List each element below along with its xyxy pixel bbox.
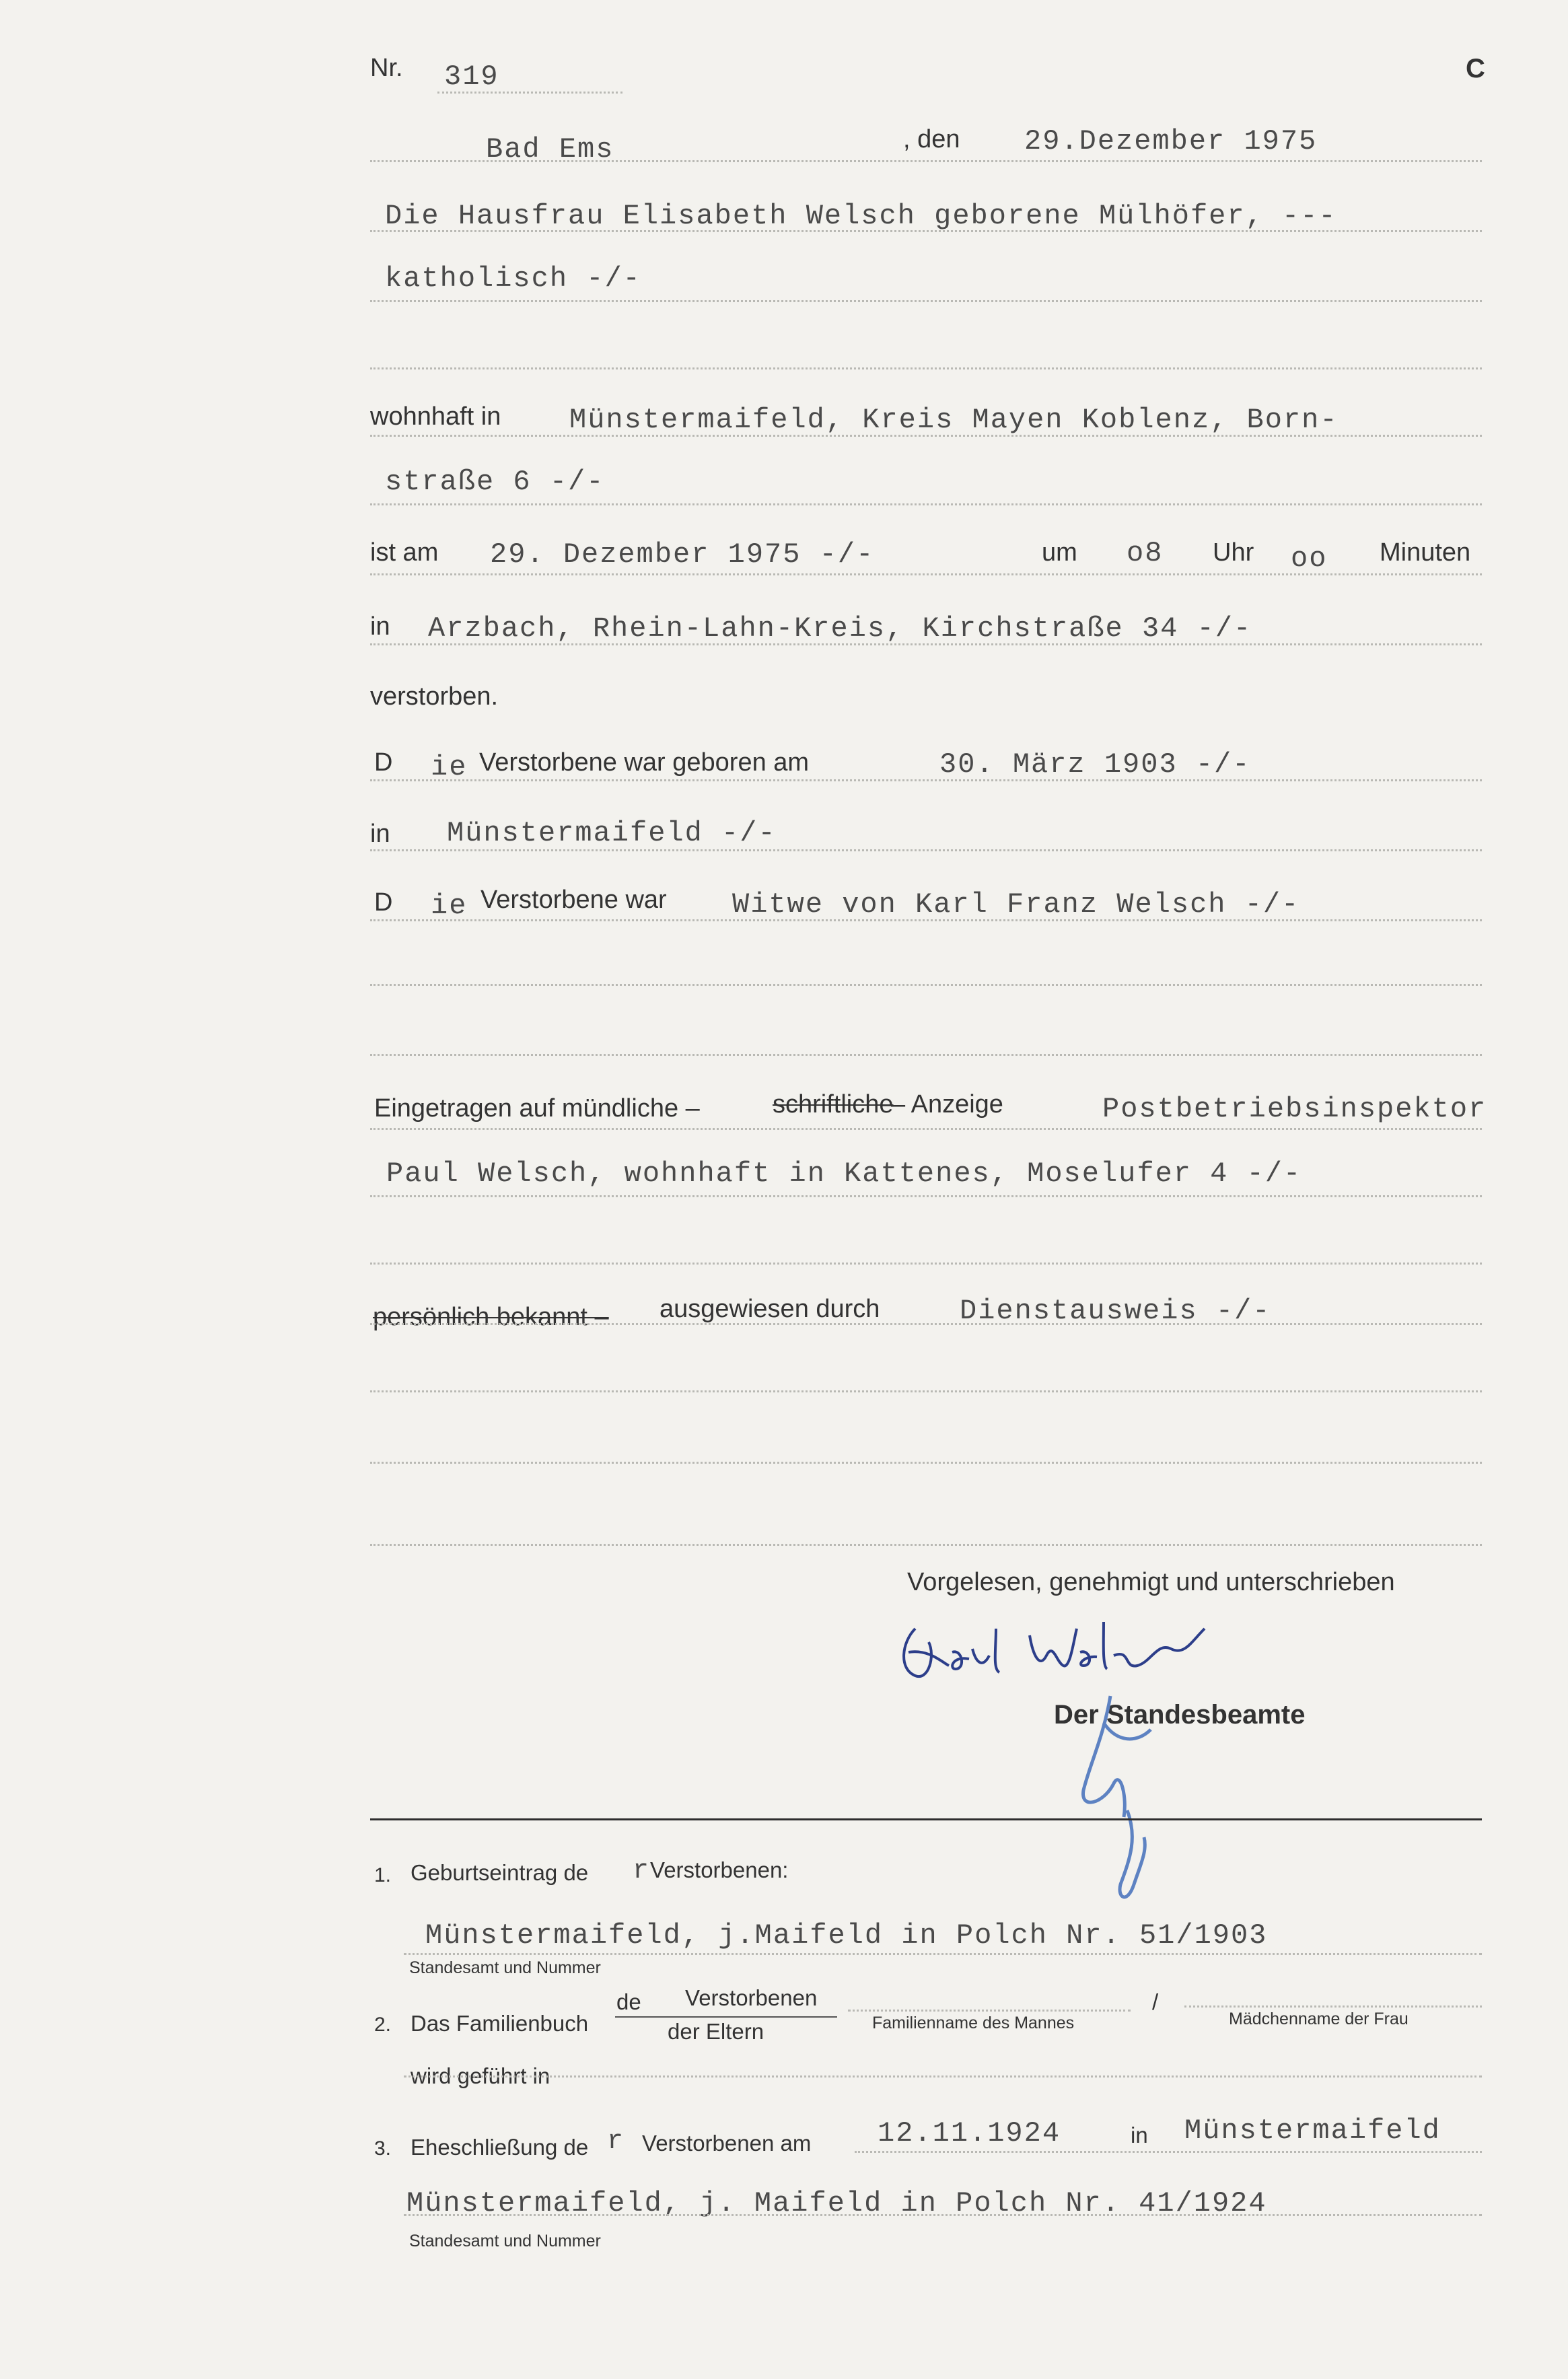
birth-ie-text: ie bbox=[431, 751, 468, 783]
nr-line bbox=[437, 92, 622, 94]
ausgewiesen-label: ausgewiesen durch bbox=[660, 1295, 880, 1323]
rule bbox=[370, 1544, 1482, 1546]
birth-entry-label-b: Verstorbenen: bbox=[650, 1857, 789, 1882]
verstorbenen-option: Verstorbenen bbox=[685, 1985, 818, 2010]
footnote-2-number: 2. bbox=[374, 2014, 392, 2036]
marriage-label-b: Verstorbenen am bbox=[642, 2131, 812, 2156]
rule bbox=[370, 643, 1482, 645]
familienbuch-label: Das Familienbuch bbox=[411, 2011, 589, 2036]
rule bbox=[370, 919, 1482, 921]
rule bbox=[370, 435, 1482, 437]
maedchenname-caption: Mädchenname der Frau bbox=[1229, 2010, 1409, 2028]
corner-letter: C bbox=[1466, 54, 1485, 83]
footnote-3-number: 3. bbox=[374, 2137, 392, 2160]
ist-am-label: ist am bbox=[370, 538, 439, 567]
informant-line-1: Postbetriebsinspektor bbox=[1102, 1093, 1487, 1125]
minuten-label: Minuten bbox=[1380, 538, 1471, 567]
marital-status: Witwe von Karl Franz Welsch -/- bbox=[732, 888, 1300, 921]
rule bbox=[370, 573, 1482, 575]
birth-entry-value: Münstermaifeld, j.Maifeld in Polch Nr. 51/1903 bbox=[425, 1919, 1268, 1952]
person-line-1: Die Hausfrau Elisabeth Welsch geborene Mülhöfer, --- bbox=[385, 200, 1337, 232]
rule bbox=[404, 1953, 1482, 1955]
wird-gefuehrt-label: wird geführt in bbox=[411, 2063, 550, 2088]
geboren-label: Verstorbene war geboren am bbox=[479, 748, 810, 777]
rule bbox=[848, 2010, 1131, 2012]
marriage-entry-value: Münstermaifeld, j. Maifeld in Polch Nr. 41/1924 bbox=[406, 2187, 1267, 2220]
death-date: 29. Dezember 1975 -/- bbox=[490, 538, 875, 571]
rule bbox=[370, 300, 1482, 302]
rule bbox=[370, 1195, 1482, 1197]
section-divider bbox=[370, 1818, 1482, 1820]
nr-value: 319 bbox=[444, 61, 499, 93]
birth-in-label: in bbox=[370, 820, 390, 848]
schriftliche-struck: schriftliche bbox=[773, 1090, 894, 1119]
death-minutes: oo bbox=[1291, 542, 1328, 575]
verstorben-label: verstorben. bbox=[370, 682, 499, 711]
standesamt-caption-2: Standesamt und Nummer bbox=[409, 2232, 601, 2250]
residence-line-2: straße 6 -/- bbox=[385, 466, 605, 498]
standesamt-caption-1: Standesamt und Nummer bbox=[409, 1958, 601, 1977]
familienname-caption: Familienname des Mannes bbox=[872, 2014, 1075, 2032]
rule bbox=[370, 1054, 1482, 1056]
rule bbox=[370, 1128, 1482, 1130]
rule bbox=[404, 2214, 1482, 2216]
death-hour: o8 bbox=[1127, 537, 1164, 569]
document-date: 29.Dezember 1975 bbox=[1024, 125, 1318, 157]
persoenlich-bekannt-struck: persönlich bekannt – bbox=[373, 1303, 609, 1331]
rule bbox=[370, 984, 1482, 986]
registrar-signature bbox=[1063, 1682, 1184, 1911]
rule bbox=[404, 2075, 1482, 2078]
death-place: Arzbach, Rhein-Lahn-Kreis, Kirchstraße 34 -/- bbox=[428, 612, 1252, 645]
rule bbox=[370, 1462, 1482, 1464]
der-eltern-option: der Eltern bbox=[668, 2019, 764, 2044]
place-value: Bad Ems bbox=[486, 133, 614, 166]
uhr-label: Uhr bbox=[1213, 538, 1254, 567]
birth-place: Münstermaifeld -/- bbox=[447, 817, 777, 849]
death-in-label: in bbox=[370, 612, 390, 641]
verstorbene-war-label: Verstorbene war bbox=[480, 886, 667, 914]
id-document: Dienstausweis -/- bbox=[960, 1295, 1271, 1327]
date-line bbox=[370, 160, 1482, 162]
informant-line-2: Paul Welsch, wohnhaft in Kattenes, Moselufer 4 -/- bbox=[386, 1158, 1302, 1190]
status-d-label: D bbox=[374, 888, 393, 917]
residence-line-1: Münstermaifeld, Kreis Mayen Koblenz, Born- bbox=[569, 404, 1339, 436]
um-label: um bbox=[1042, 538, 1077, 567]
person-line-2: katholisch -/- bbox=[385, 262, 641, 295]
footnote-1-number: 1. bbox=[374, 1864, 392, 1886]
status-ie-text: ie bbox=[431, 890, 468, 922]
wohnhaft-label: wohnhaft in bbox=[370, 402, 501, 431]
nr-label: Nr. bbox=[370, 54, 403, 82]
name-separator: / bbox=[1152, 1989, 1159, 2014]
fraction-line bbox=[615, 2016, 837, 2018]
birth-entry-r: r bbox=[633, 1856, 651, 1886]
rule bbox=[1184, 2005, 1482, 2008]
den-label: , den bbox=[903, 125, 960, 153]
anzeige-label: – Anzeige bbox=[891, 1090, 1003, 1119]
rule bbox=[370, 367, 1482, 369]
eingetragen-label: Eingetragen auf mündliche – bbox=[374, 1094, 700, 1123]
marriage-in-label: in bbox=[1131, 2123, 1148, 2147]
rule bbox=[370, 230, 1482, 232]
rule bbox=[370, 503, 1482, 505]
birth-entry-label: Geburtseintrag de bbox=[411, 1860, 589, 1885]
rule bbox=[855, 2151, 1482, 2153]
marriage-date: 12.11.1924 bbox=[878, 2117, 1061, 2150]
rule bbox=[370, 1323, 1482, 1325]
marriage-place: Münstermaifeld bbox=[1184, 2115, 1441, 2147]
rule bbox=[370, 1263, 1482, 1265]
informant-signature bbox=[888, 1602, 1225, 1696]
rule bbox=[370, 1390, 1482, 1392]
rule bbox=[370, 779, 1482, 781]
standesbeamte-label: Der Standesbeamte bbox=[1054, 1700, 1306, 1730]
marriage-label: Eheschließung de bbox=[411, 2135, 589, 2160]
de-text: de bbox=[616, 1989, 641, 2014]
marriage-r: r bbox=[607, 2127, 625, 2157]
rule bbox=[370, 849, 1482, 851]
vorgelesen-label: Vorgelesen, genehmigt und unterschrieben bbox=[907, 1568, 1395, 1596]
birth-d-label: D bbox=[374, 748, 393, 777]
birth-date: 30. März 1903 -/- bbox=[939, 748, 1251, 781]
